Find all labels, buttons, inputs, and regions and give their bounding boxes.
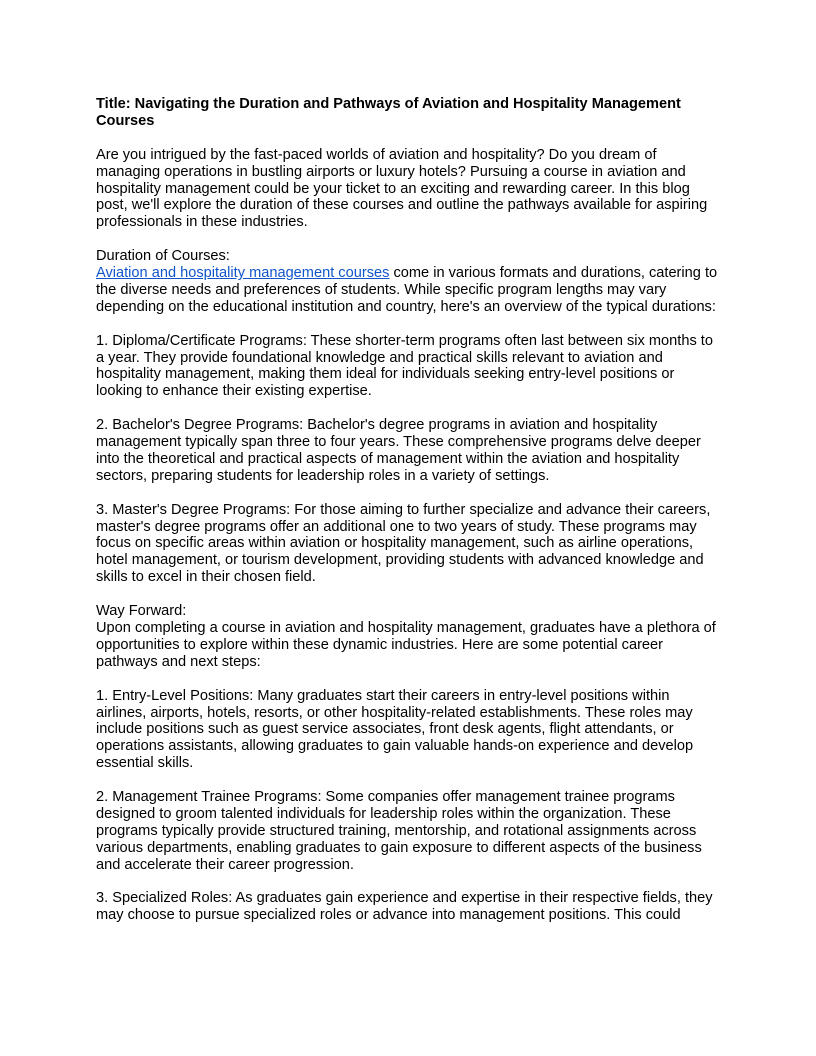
duration-intro-text: come in various formats and durations, catering to the diverse needs and preferences of students. While specific program lengths may vary depending on the educational institution and country, here's an overview of the typical durations: — [96, 265, 718, 315]
way-forward-item-entry-level: 1. Entry-Level Positions: Many graduates start their careers in entry-level positions within airlines, airports, hotels, resorts, or other hospitality-related establishments. These roles may include positions such as guest service associates, front desk agents, flight attendants, or operations assistants, allowing graduates to gain valuable hands-on experience and develop essential skills. — [96, 687, 694, 772]
document-title: Title: Navigating the Duration and Pathways of Aviation and Hospitality Management Courses — [96, 96, 681, 129]
duration-item-master: 3. Master's Degree Programs: For those aiming to further specialize and advance their careers, master's degree programs offer an additional one to two years of study. These programs may focus on specific areas within aviation or hospitality management, such as airline operations, hotel management, or tourism development, providing students with advanced knowledge and skills to excel in their chosen field. — [96, 501, 711, 586]
way-forward-intro: Upon completing a course in aviation and hospitality management, graduates have a plethora of opportunities to explore within these dynamic industries. Here are some potential career pathways and next steps: — [96, 620, 716, 670]
duration-item-diploma: 1. Diploma/Certificate Programs: These shorter-term programs often last between six months to a year. They provide foundational knowledge and practical skills relevant to aviation and hospitality management, making them ideal for individuals seeking entry-level positions or looking to enhance their existing expertise. — [96, 332, 713, 400]
document-page — [96, 96, 722, 941]
courses-link[interactable]: Aviation and hospitality management courses — [96, 265, 390, 282]
way-forward-item-specialized-roles: 3. Specialized Roles: As graduates gain experience and expertise in their respective fields, they may choose to pursue specialized roles or advance into management positions. This could — [96, 890, 713, 924]
duration-heading: Duration of Courses: — [96, 248, 230, 265]
duration-item-bachelor: 2. Bachelor's Degree Programs: Bachelor's degree programs in aviation and hospitality management typically span three to four years. These comprehensive programs delve deeper into the theoretical and practical aspects of management within the aviation and hospitality sectors, preparing students for leadership roles in a variety of settings. — [96, 417, 701, 484]
intro-paragraph: Are you intrigued by the fast-paced worlds of aviation and hospitality? Do you dream of managing operations in bustling airports or luxury hotels? Pursuing a course in aviation and hospitality management could be your ticket to an exciting and rewarding career. In this blog post, we'll explore the duration of these courses and outline the pathways available for aspiring professionals in these industries. — [96, 146, 708, 231]
way-forward-item-management-trainee: 2. Management Trainee Programs: Some companies offer management trainee programs designed to groom talented individuals for leadership roles within the organization. These programs typically provide structured training, mentorship, and rotational assignments across various departments, enabling graduates to gain exposure to different aspects of the business and accelerate their career progression. — [96, 789, 702, 873]
way-forward-section — [96, 603, 722, 671]
way-forward-heading: Way Forward: — [96, 603, 187, 620]
duration-section — [96, 248, 722, 316]
